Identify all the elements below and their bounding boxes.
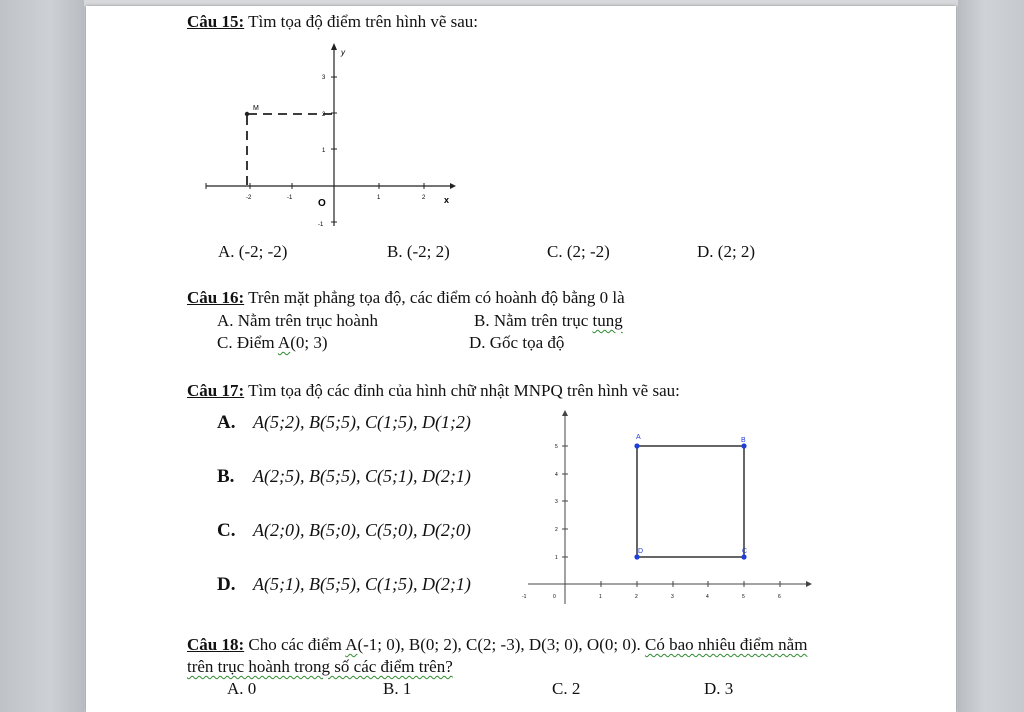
q17-heading	[187, 381, 680, 401]
q17-x-tick: 3	[671, 594, 674, 600]
q17-option-c	[217, 520, 471, 542]
q17-y-tick: 5	[555, 444, 558, 450]
q16-option-c-text: C. Điểm	[217, 333, 278, 352]
q15-origin-label: O	[318, 198, 326, 209]
q18-text: Cho các điểm	[244, 635, 346, 654]
q18-point-a: A	[345, 635, 358, 654]
q17-option-a-text: A(5;2), B(5;5), C(1;5), D(1;2)	[253, 412, 471, 432]
q17-option-b-text: A(2;5), B(5;5), C(5;1), D(2;1)	[253, 466, 471, 486]
q16-option-c-point: A	[277, 333, 291, 352]
q17-x-tick: 2	[635, 594, 638, 600]
q17-y-tick: 2	[555, 527, 558, 533]
q15-y-axis-label: y	[341, 48, 345, 57]
q15-x-tick: 1	[377, 195, 381, 201]
q15-x-tick: -1	[287, 195, 293, 201]
q17-x-tick: -1	[522, 594, 527, 600]
q17-vertex-d-label: D	[638, 548, 644, 555]
q15-y-tick: -1	[318, 222, 324, 228]
q17-x-tick: 1	[599, 594, 602, 600]
q18-points-list: (-1; 0), B(0; 2), C(2; -3), D(3; 0), O(0; 0).	[357, 635, 645, 654]
q15-label: Câu 15:	[187, 12, 245, 31]
document-page	[86, 6, 956, 712]
q16-option-b-word: tung	[592, 311, 623, 330]
q16-option-d: D. Gốc tọa độ	[469, 333, 565, 352]
q16-option-c	[217, 333, 328, 353]
q15-x-axis-label: x	[444, 195, 450, 205]
q15-option-b: B. (-2; 2)	[387, 242, 450, 261]
q18-option-d: D. 3	[704, 679, 734, 698]
q15-option-a: A. (-2; -2)	[218, 242, 288, 261]
q17-y-tick: 4	[555, 472, 558, 478]
q17-option-b	[217, 466, 471, 488]
q15-coordinate-graph	[198, 40, 458, 230]
q17-option-d-text: A(5;1), B(5;5), C(1;5), D(2;1)	[253, 574, 471, 594]
q15-y-tick: 3	[322, 75, 326, 81]
q18-line2-text: trên trục hoành trong số các điểm trên?	[187, 657, 453, 676]
q15-x-tick: -2	[246, 195, 252, 201]
q17-option-a-letter: A.	[217, 412, 236, 433]
q18-line2	[187, 657, 453, 677]
q15-point-label: M	[253, 105, 259, 112]
q18-heading	[187, 635, 807, 655]
q17-option-d	[217, 574, 471, 596]
left-gutter	[0, 0, 84, 712]
q16-option-a: A. Nằm trên trục hoành	[217, 311, 378, 330]
q16-option-b	[474, 311, 623, 331]
q15-x-tick: 2	[422, 195, 426, 201]
q17-option-b-letter: B.	[217, 466, 235, 487]
q15-option-d: D. (2; 2)	[697, 242, 756, 261]
q16-option-b-text: B. Nằm trên trục	[474, 311, 593, 330]
q15-text: Tìm tọa độ điểm trên hình vẽ sau:	[244, 12, 479, 31]
q17-rectangle-graph	[522, 408, 812, 608]
q16-option-c-coords: (0; 3)	[290, 333, 328, 352]
q18-option-a: A. 0	[227, 679, 257, 698]
q18-question-phrase: Có bao nhiêu điểm nằm	[645, 635, 808, 654]
q17-x-tick: 5	[742, 594, 745, 600]
q15-y-tick: 1	[322, 148, 326, 154]
q15-heading	[187, 12, 478, 32]
q17-option-c-text: A(2;0), B(5;0), C(5;0), D(2;0)	[253, 520, 471, 540]
q16-label: Câu 16:	[187, 288, 245, 307]
q17-vertex-b-label: B	[741, 437, 746, 444]
q16-text: Trên mặt phẳng tọa độ, các điểm có hoành độ bằng 0 là	[244, 288, 625, 307]
q18-option-b: B. 1	[383, 679, 412, 698]
q17-vertex-c-label: C	[742, 548, 748, 555]
q17-x-tick: 6	[778, 594, 781, 600]
q17-text: Tìm tọa độ các đỉnh của hình chữ nhật MNPQ trên hình vẽ sau:	[244, 381, 680, 400]
q17-vertex-a-label: A	[636, 434, 641, 441]
q17-x-tick: 0	[553, 594, 556, 600]
q18-option-c: C. 2	[552, 679, 581, 698]
q17-option-d-letter: D.	[217, 574, 236, 595]
q18-label: Câu 18:	[187, 635, 245, 654]
q17-y-tick: 1	[555, 555, 558, 561]
q17-x-tick: 4	[706, 594, 709, 600]
q15-option-c: C. (2; -2)	[547, 242, 610, 261]
q17-label: Câu 17:	[187, 381, 245, 400]
right-gutter	[958, 0, 1024, 712]
q15-y-tick: 2	[322, 112, 326, 118]
q17-y-tick: 3	[555, 499, 558, 505]
q17-option-a	[217, 412, 471, 434]
q17-option-c-letter: C.	[217, 520, 236, 541]
q16-heading	[187, 288, 625, 308]
